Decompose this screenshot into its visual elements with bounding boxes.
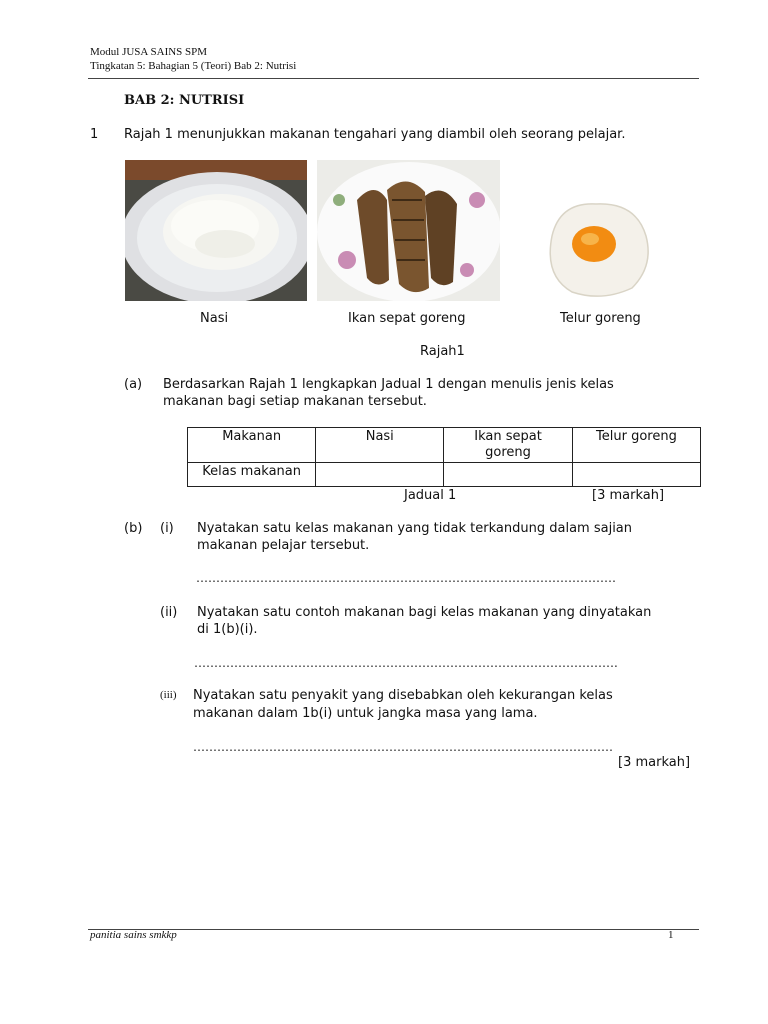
question-intro: Rajah 1 menunjukkan makanan tengahari yang diambil oleh seorang pelajar. [124,127,626,142]
part-b-ii-text-line1: Nyatakan satu contoh makanan bagi kelas makanan yang dinyatakan [197,605,652,620]
fried-fish-photo [317,160,500,301]
answer-line-b-ii[interactable]: ……………………………………………………………………………………………. [194,656,618,670]
table-row-label: Kelas makanan [188,463,316,487]
header-rule [88,78,699,79]
part-b-ii-text-line2: di 1(b)(i). [197,622,258,637]
jadual-1-table [187,427,701,487]
table-header-cell: Telur goreng [572,428,700,463]
part-a-label: (a) [124,377,143,392]
part-a-text-line1: Berdasarkan Rajah 1 lengkapkan Jadual 1 dengan menulis jenis kelas [163,377,614,392]
header-module-title: Modul JUSA SAINS SPM [90,46,208,58]
part-b-i-text-line2: makanan pelajar tersebut. [197,538,370,553]
figure-label: Rajah1 [420,344,465,359]
part-b-iii-label: (iii) [160,689,177,701]
answer-cell-ikan[interactable] [444,463,573,487]
answer-cell-nasi[interactable] [316,463,444,487]
header-subtitle: Tingkatan 5: Bahagian 5 (Teori) Bab 2: Nutrisi [90,60,297,72]
table-header-cell: Ikan sepat goreng [444,428,573,463]
footer-rule [88,929,699,930]
rice-photo [125,160,307,301]
answer-cell-telur[interactable] [572,463,700,487]
answer-line-b-i[interactable]: …………………………………………………………………………………………… [196,571,616,585]
table-header-cell: Nasi [316,428,444,463]
table-header-row [188,428,701,463]
table-answer-row [188,463,701,487]
fried-egg-photo [540,196,654,304]
caption-rice: Nasi [200,311,229,326]
part-b-ii-label: (ii) [160,605,178,620]
chapter-title: BAB 2: NUTRISI [124,93,245,108]
footer-text: panitia sains smkkp [90,929,177,941]
part-b-marks: [3 markah] [618,755,691,770]
part-b-iii-text-line2: makanan dalam 1b(i) untuk jangka masa yang lama. [193,706,538,721]
part-a-marks: [3 markah] [592,488,665,503]
table-header-cell: Makanan [188,428,316,463]
part-b-i-label: (i) [160,521,174,536]
part-b-iii-text-line1: Nyatakan satu penyakit yang disebabkan oleh kekurangan kelas [193,688,613,703]
part-b-label: (b) [124,521,143,536]
caption-egg: Telur goreng [560,311,641,326]
question-number: 1 [90,127,99,142]
answer-line-b-iii[interactable]: …………………………………………………………………………………………… [193,740,613,754]
part-a-text-line2: makanan bagi setiap makanan tersebut. [163,394,427,409]
caption-fish: Ikan sepat goreng [348,311,466,326]
part-b-i-text-line1: Nyatakan satu kelas makanan yang tidak terkandung dalam sajian [197,521,633,536]
table-label: Jadual 1 [404,488,457,503]
page-number: 1 [668,929,674,941]
